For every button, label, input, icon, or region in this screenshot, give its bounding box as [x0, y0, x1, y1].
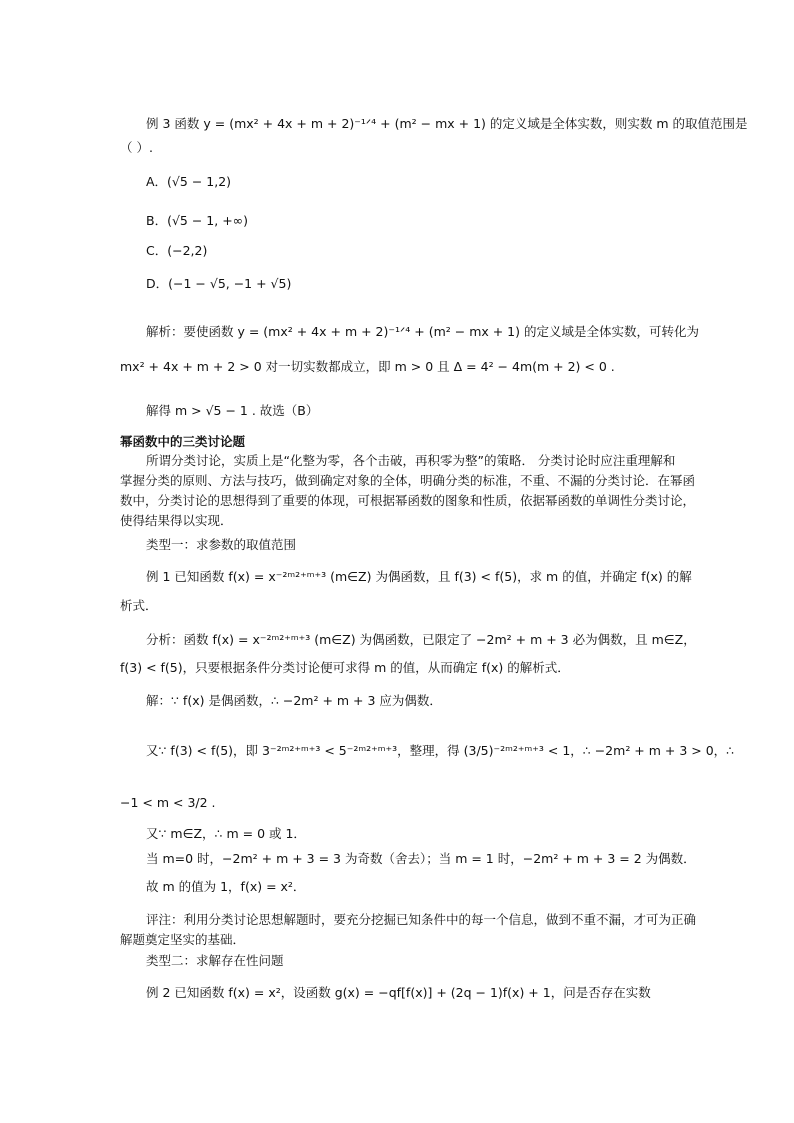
type-two-heading: 类型二：求解存在性问题 [146, 953, 284, 968]
intro-paragraph-line1: 所谓分类讨论，实质上是“化整为零，各个击破，再积零为整”的策略． 分类讨论时应注重理解和 [146, 453, 676, 468]
option-a: A．(√5 − 1,2) [146, 174, 232, 189]
example1-analysis-line1: 分析：函数 f(x) = x⁻²ᵐ²⁺ᵐ⁺³ (m∈Z) 为偶函数，已限定了 −2m² + m + 3 必为偶数，且 m∈Z， [146, 632, 696, 647]
example1-solution-line4: 又∵ m∈Z，∴ m = 0 或 1． [146, 826, 306, 841]
option-c: C．(−2,2) [146, 243, 208, 258]
example1-solution-line5: 当 m=0 时，−2m² + m + 3 = 3 为奇数（舍去）；当 m = 1 时，−2m² + m + 3 = 2 为偶数． [146, 851, 696, 866]
example3-question-line2: （ ）. [120, 140, 153, 155]
option-b: B．(√5 − 1, +∞) [146, 213, 248, 228]
intro-paragraph-line3: 数中，分类讨论的思想得到了重要的体现，可根据幂函数的图象和性质，依据幂函数的单调性分类讨论， [120, 493, 696, 508]
example1-question-line2: 析式． [120, 598, 158, 613]
example3-analysis-line1: 解析：要使函数 y = (mx² + 4x + m + 2)⁻¹ᐟ⁴ + (m² − mx + 1) 的定义域是全体实数，可转化为 [146, 324, 699, 339]
example1-question-line1: 例 1 已知函数 f(x) = x⁻²ᵐ²⁺ᵐ⁺³ (m∈Z) 为偶函数，且 f(3) < f(5)，求 m 的值，并确定 f(x) 的解 [146, 569, 692, 584]
example1-analysis-line2: f(3) < f(5)，只要根据条件分类讨论便可求得 m 的值，从而确定 f(x) 的解析式． [120, 660, 570, 675]
commentary-line1: 评注：利用分类讨论思想解题时，要充分挖掘已知条件中的每一个信息，做到不重不漏，才可为正确 [146, 912, 697, 927]
example1-solution-line3: −1 < m < 3/2 . [120, 795, 216, 810]
example2-question-line1: 例 2 已知函数 f(x) = x²，设函数 g(x) = −qf[f(x)] + (2q − 1)f(x) + 1，问是否存在实数 [146, 985, 651, 1000]
commentary-line2: 解题奠定坚实的基础． [120, 932, 246, 947]
section-heading: 幂函数中的三类讨论题 [120, 434, 246, 449]
example1-solution-line2: 又∵ f(3) < f(5)，即 3⁻²ᵐ²⁺ᵐ⁺³ < 5⁻²ᵐ²⁺ᵐ⁺³，整理，得 (3/5)⁻²ᵐ²⁺ᵐ⁺³ < 1，∴ −2m² + m + 3 > 0，∴ [146, 743, 735, 758]
option-d: D．(−1 − √5, −1 + √5) [146, 276, 292, 291]
intro-paragraph-line2: 掌握分类的原则、方法与技巧，做到确定对象的全体，明确分类的标准，不重、不漏的分类讨论．在幂函 [120, 473, 696, 488]
example3-answer: 解得 m > √5 − 1 . 故选（B） [146, 403, 319, 418]
type-one-heading: 类型一：求参数的取值范围 [146, 537, 297, 552]
example3-analysis-line2: mx² + 4x + m + 2 > 0 对一切实数都成立，即 m > 0 且 Δ = 4² − 4m(m + 2) < 0 . [120, 359, 615, 374]
example3-question-line1: 例 3 函数 y = (mx² + 4x + m + 2)⁻¹ᐟ⁴ + (m² − mx + 1) 的定义域是全体实数，则实数 m 的取值范围是 [146, 116, 748, 131]
intro-paragraph-line4: 使得结果得以实现． [120, 513, 233, 528]
example1-solution-line1: 解：∵ f(x) 是偶函数，∴ −2m² + m + 3 应为偶数． [146, 693, 442, 708]
example1-conclusion: 故 m 的值为 1，f(x) = x²． [146, 879, 306, 894]
